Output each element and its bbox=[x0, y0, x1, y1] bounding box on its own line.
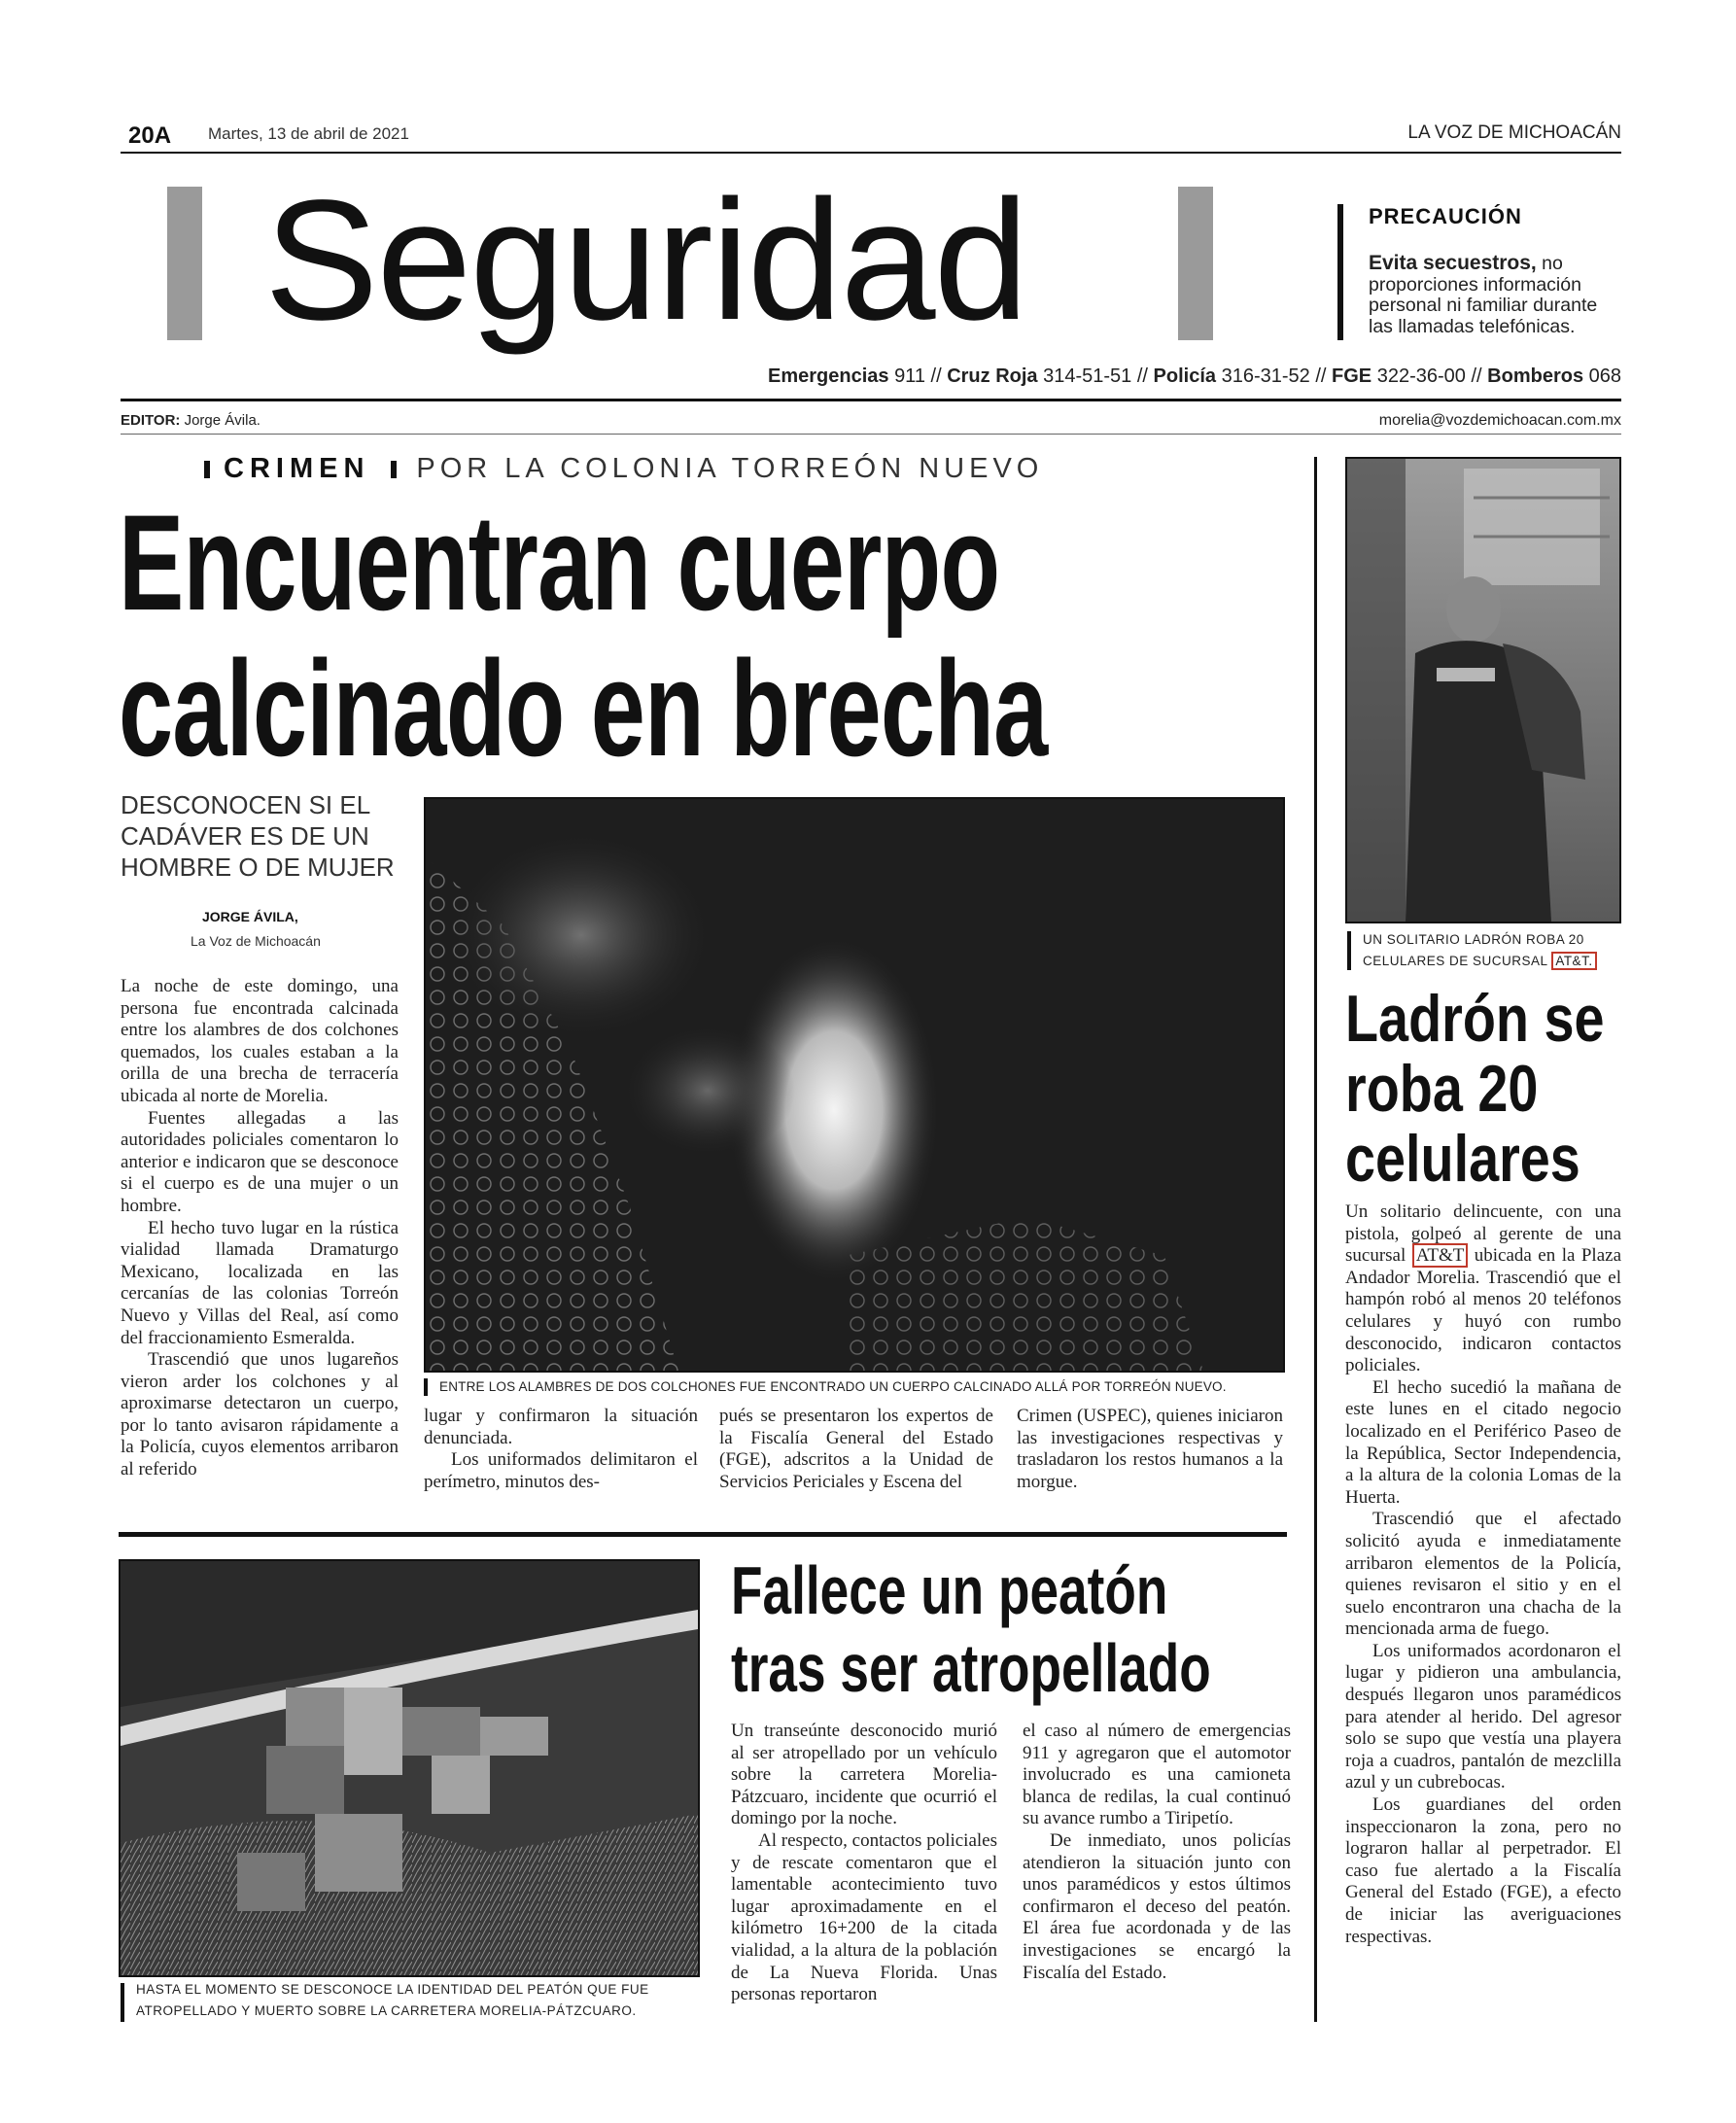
paragraph: El hecho tuvo lugar en la rústica vialidad llamada Dramaturgo Mexicano, localizada en las cercanías de las colonias Torreón Nuevo y Villas del Real, así como del fraccionamiento Esmeralda. bbox=[121, 1217, 399, 1348]
side-photo-image bbox=[1347, 459, 1619, 922]
side-photo bbox=[1345, 457, 1621, 923]
paragraph: El hecho sucedió la mañana de este lunes en el citado negocio localizado en el Periférico Paseo de la República, Sector Independencia, a la altura de la colonia Lomas de la Huerta. bbox=[1345, 1376, 1621, 1508]
editor-email[interactable]: morelia@vozdemichoacan.com.mx bbox=[1378, 412, 1621, 429]
bottom-headline-line1: Fallece un peatón bbox=[731, 1552, 1168, 1628]
paragraph: Los guardianes del orden inspeccionaron la zona, pero no lograron hallar al perpetrador. El caso fue alertado a la Fiscalía General del Estado (FGE), a efecto de iniciar las averiguaciones respectivas. bbox=[1345, 1794, 1621, 1947]
side-photo-caption-bar bbox=[1347, 931, 1351, 970]
phone-value-emergencias: 911 bbox=[894, 365, 925, 387]
side-photo-caption-brand: AT&T. bbox=[1551, 952, 1596, 970]
paragraph: pués se presentaron los expertos de la Fiscalía General del Estado (FGE), adscritos a la Unidad de Servicios Periciales y Escena del bbox=[719, 1406, 993, 1492]
side-p1-b: ubicada en la Plaza Andador Morelia. Trascendió que el hampón robó al menos 20 teléfonos celulares y huyó con rumbo desconocido, indicaron contactos policiales. bbox=[1345, 1245, 1621, 1376]
top-rule bbox=[121, 152, 1621, 154]
phone-label-cruz-roja: Cruz Roja bbox=[947, 365, 1038, 387]
kicker-tag: CRIMEN bbox=[224, 453, 370, 484]
main-col-2 bbox=[424, 1406, 698, 1493]
side-column-rule bbox=[1314, 457, 1317, 2022]
paragraph: lugar y confirmaron la situación denunciada. bbox=[424, 1406, 698, 1448]
paragraph: Al respecto, contactos policiales y de rescate comentaron que el lamentable acontecimiento tuvo lugar aproximadamente en el kilómetro 16+200 de la citada vialidad, a la altura de la población de La Nueva Florida. Unas personas reportaron bbox=[731, 1829, 997, 2005]
phone-value-fge: 322-36-00 bbox=[1376, 365, 1466, 387]
bottom-headline-line2: tras ser atropellado bbox=[731, 1630, 1211, 1706]
phone-label-emergencias: Emergencias bbox=[767, 365, 889, 387]
main-headline-line2: calcinado en brecha bbox=[119, 632, 1048, 784]
paragraph: el caso al número de emergencias 911 y agregaron que el automotor involucrado es una camioneta blanca de redilas, la cual continuó su avance rumbo a Tiripetío. bbox=[1023, 1721, 1291, 1829]
story-divider bbox=[119, 1532, 1287, 1537]
main-photo-caption: ENTRE LOS ALAMBRES DE DOS COLCHONES FUE ENCONTRADO UN CUERPO CALCINADO ALLÁ POR TORREÓN NUEVO. bbox=[439, 1379, 1227, 1394]
phone-label-bomberos: Bomberos bbox=[1487, 365, 1584, 387]
paragraph: La noche de este domingo, una persona fue encontrada calcinada entre los alambres de dos colchones quemados, los cuales estaban a la orilla de una brecha de terracería ubicada al norte de Morelia. bbox=[121, 976, 399, 1106]
bottom-photo-caption: HASTA EL MOMENTO SE DESCONOCE LA IDENTIDAD DEL PEATÓN QUE FUE ATROPELLADO Y MUERTO SOBRE LA CARRETERA MORELIA-PÁTZCUARO. bbox=[136, 1982, 649, 2018]
paragraph: Fuentes allegadas a las autoridades policiales comentaron lo anterior e indicaron que se desconoce si el cuerpo es de una mujer o un hombre. bbox=[121, 1107, 399, 1216]
phone-value-bomberos: 068 bbox=[1588, 365, 1621, 387]
section-bar-left bbox=[167, 187, 202, 340]
paragraph: Un transeúnte desconocido murió al ser atropellado por un vehículo sobre la carretera Morelia-Pátzcuaro, incidente que ocurrió el domingo por la noche. bbox=[731, 1721, 997, 1829]
page-number: 20A bbox=[128, 122, 172, 149]
bottom-col-1 bbox=[731, 1721, 997, 2006]
emergency-phones bbox=[768, 365, 1621, 388]
side-photo-caption-text: UN SOLITARIO LADRÓN ROBA 20 CELULARES DE SUCURSAL bbox=[1363, 932, 1584, 968]
paragraph bbox=[1345, 1201, 1621, 1377]
side-photo-caption bbox=[1363, 929, 1629, 972]
precaution-title: PRECAUCIÓN bbox=[1369, 204, 1522, 228]
main-photo bbox=[424, 797, 1285, 1373]
bottom-col-2 bbox=[1023, 1721, 1291, 1984]
byline-outlet: La Voz de Michoacán bbox=[191, 933, 321, 949]
section-title: Seguridad bbox=[264, 165, 1027, 356]
phone-value-policia: 316-31-52 bbox=[1221, 365, 1310, 387]
phone-label-policia: Policía bbox=[1153, 365, 1217, 387]
newspaper-name: LA VOZ DE MICHOACÁN bbox=[1407, 122, 1621, 143]
side-p1-a: Un solitario delincuente, con una pistola, golpeó al gerente de una sucursal bbox=[1345, 1201, 1621, 1267]
phone-separator: // bbox=[1315, 365, 1327, 387]
editor-rule bbox=[121, 434, 1621, 435]
issue-date: Martes, 13 de abril de 2021 bbox=[208, 124, 409, 143]
phones-rule bbox=[121, 399, 1621, 401]
main-col-1 bbox=[121, 976, 399, 1481]
side-headline-line3: celulares bbox=[1345, 1122, 1580, 1196]
phone-separator: // bbox=[1136, 365, 1148, 387]
precaution-lead: Evita secuestros, bbox=[1369, 252, 1537, 274]
byline-name: JORGE ÁVILA, bbox=[202, 909, 298, 924]
main-photo-caption-bar bbox=[424, 1378, 428, 1396]
side-headline-line2: roba 20 bbox=[1345, 1052, 1539, 1126]
editor-line bbox=[121, 412, 260, 429]
phone-separator: // bbox=[1471, 365, 1482, 387]
bottom-photo-image bbox=[121, 1561, 698, 1975]
phone-separator: // bbox=[930, 365, 942, 387]
precaution-body: no proporciones información personal ni familiar durante las llamadas telefónicas. bbox=[1369, 253, 1598, 337]
kicker bbox=[204, 453, 1043, 485]
side-body bbox=[1345, 1201, 1621, 1948]
paragraph: Crimen (USPEC), quienes iniciaron las investigaciones respectivas y trasladaron los restos humanos a la morgue. bbox=[1017, 1406, 1283, 1492]
paragraph: Trascendió que el afectado solicitó ayuda e inmediatamente arribaron elementos de la Policía, quienes revisaron el sitio y en el suelo encontraron una chacha de la mencionada arma de fuego. bbox=[1345, 1509, 1621, 1640]
main-photo-image bbox=[426, 799, 1283, 1371]
main-deck: DESCONOCEN SI EL CADÁVER ES DE UN HOMBRE O DE MUJER bbox=[121, 790, 395, 882]
section-bar-right bbox=[1178, 187, 1213, 340]
main-col-3 bbox=[719, 1406, 993, 1493]
kicker-bar bbox=[204, 461, 210, 478]
precaution-box-bar bbox=[1337, 204, 1343, 340]
editor-name: Jorge Ávila. bbox=[184, 412, 260, 429]
kicker-bar bbox=[391, 461, 397, 478]
paragraph: Los uniformados acordonaron el lugar y pidieron una ambulancia, después llegaron unos paramédicos para atender al herido. Del agresor solo se supo que vestía una playera roja a cuadros, pantalón de mezclilla azul y un cubrebocas. bbox=[1345, 1640, 1621, 1793]
bottom-photo bbox=[119, 1559, 700, 1977]
main-col-4 bbox=[1017, 1406, 1283, 1493]
precaution-text bbox=[1369, 253, 1623, 337]
bottom-photo-caption-bar bbox=[121, 1983, 124, 2022]
side-headline-line1: Ladrón se bbox=[1345, 982, 1605, 1056]
kicker-text: POR LA COLONIA TORREÓN NUEVO bbox=[416, 453, 1044, 484]
main-headline-line1: Encuentran cuerpo bbox=[119, 486, 1000, 639]
side-p1-brand: AT&T bbox=[1412, 1243, 1469, 1268]
editor-label: EDITOR: bbox=[121, 412, 181, 429]
phone-label-fge: FGE bbox=[1332, 365, 1372, 387]
phone-value-cruz-roja: 314-51-51 bbox=[1043, 365, 1132, 387]
paragraph: Los uniformados delimitaron el perímetro, minutos des- bbox=[424, 1449, 698, 1492]
paragraph: Trascendió que unos lugareños vieron arder los colchones y al aproximarse detectaron un cuerpo, por lo tanto avisaron rápidamente a la Policía, cuyos elementos arribaron al referido bbox=[121, 1349, 399, 1480]
paragraph: De inmediato, unos policías atendieron la situación junto con unos paramédicos y estos últimos confirmaron el deceso del peatón. El área fue acordonada y de las investigaciones se encargó la Fiscalía del Estado. bbox=[1023, 1829, 1291, 1983]
